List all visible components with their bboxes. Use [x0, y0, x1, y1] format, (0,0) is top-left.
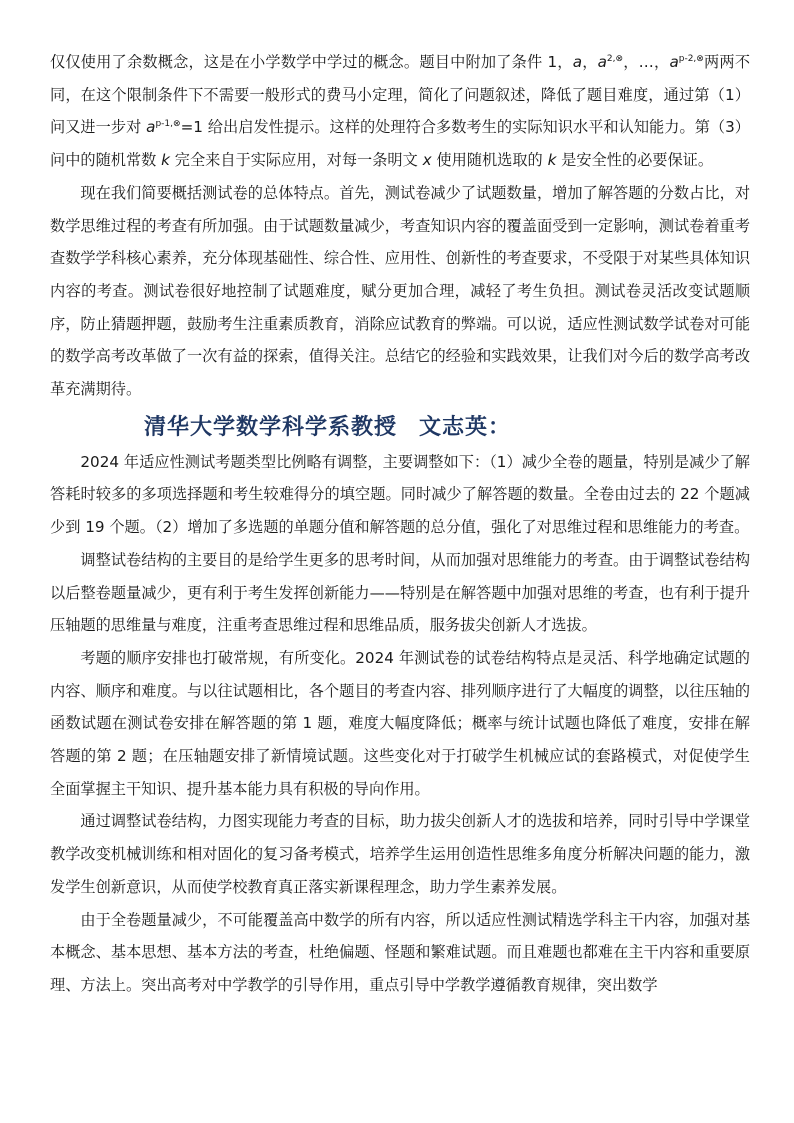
text-run: ， — [582, 53, 598, 71]
math-variable: x — [422, 151, 432, 170]
section-heading — [50, 410, 750, 446]
text-run: 两两不同，在这个限制条件下不需要一般形式的费马小定理，简化了问题叙述，降低了题目难度，通过第（1）问又进一步对 — [50, 53, 751, 137]
paragraph-question-order: 考题的顺序安排也打破常规，有所变化。2024 年测试卷的试卷结构特点是灵活、科学地确定试题的内容、顺序和难度。与以往试题相比，各个题目的考查内容、排列顺序进行了大幅度的调整，以往压轴的函数试题在测试卷安排在解答题的第 1 题，难度大幅度降低；概率与统计试题也降低了难度，安排在解答题的第 2 题；在压轴题安排了新情境试题。这些变化对于打破学生机械应试的套路模式，对促使学生全面掌握主干知识、提升基本能力具有积极的导向作用。 — [50, 648, 750, 798]
document-page — [50, 46, 750, 1002]
superscript-exponent: p-1,⊗ — [155, 119, 181, 130]
math-variable: a — [597, 53, 607, 71]
math-variable: k — [161, 151, 170, 170]
paragraph-summary: 现在我们简要概括测试卷的总体特点。首先，测试卷减少了试题数量，增加了解答题的分数占比，对数学思维过程的考查有所加强。由于试题数量减少，考查知识内容的覆盖面受到一定影响，测试卷着重考查数学学科核心素养，充分体现基础性、综合性、应用性、创新性的考查要求，不受限于对某些具体知识内容的考查。测试卷很好地控制了试题难度，赋分更加合理，减轻了考生负担。测试卷灵活改变试题顺序，防止猜题押题，鼓励考生注重素质教育，消除应试教育的弊端。可以说，适应性测试数学试卷对可能的数学高考改革做了一次有益的探索，值得关注。总结它的经验和实践效果，让我们对今后的数学高考改革充满期待。 — [50, 183, 750, 399]
superscript-exponent: p-2,⊗ — [678, 53, 704, 64]
math-variable: k — [547, 151, 557, 170]
superscript-exponent: 2,⊗ — [606, 53, 624, 64]
paragraph-core-content: 由于全卷题量减少，不可能覆盖高中数学的所有内容，所以适应性测试精选学科主干内容，加强对基本概念、基本思想、基本方法的考查，杜绝偏题、怪题和繁难试题。而且难题也都难在主干内容和重要原理、方法上。突出高考对中学教学的引导作用，重点引导中学教学遵循教育规律，突出数学 — [50, 910, 750, 994]
paragraph-structure-change: 2024 年适应性测试考题类型比例略有调整，主要调整如下：（1）减少全卷的题量，特别是减少了解答耗时较多的多项选择题和考生较难得分的填空题。同时减少了解答题的数量。全卷由过去的 22 个题减少到 19 个题。（2）增加了多选题的单题分值和解答题的总分值，强化了对思维过程和思维能力的考查。 — [50, 452, 750, 537]
paragraph-structure-purpose: 调整试卷结构的主要目的是给学生更多的思考时间，从而加强对思维能力的考查。由于调整试卷结构以后整卷题量减少，更有利于考生发挥创新能力——特别是在解答题中加强对思维的考查，也有利于提升压轴题的思维量与难度，注重考查思维过程和思维品质，服务拔尖创新人才选拔。 — [50, 550, 750, 635]
section-heading-title: 清华大学数学科学系教授 — [144, 414, 398, 440]
paragraph-crypto-analysis — [50, 46, 750, 177]
math-variable: a — [146, 118, 156, 137]
section-heading-name: 文志英： — [419, 414, 512, 440]
math-variable: a — [669, 53, 679, 71]
text-run: ，…， — [623, 53, 670, 71]
text-run: 仅仅使用了余数概念，这是在小学数学中学过的概念。题目中附加了条件 1， — [50, 53, 573, 71]
paragraph-ability-goal: 通过调整试卷结构，力图实现能力考查的目标，助力拔尖创新人才的选拔和培养，同时引导中学课堂教学改变机械训练和相对固化的复习备考模式，培养学生运用创造性思维多角度分析解决问题的能力，激发学生创新意识，从而使学校教育真正落实新课程理念，助力学生素养发展。 — [50, 812, 750, 896]
math-variable: a — [572, 53, 583, 71]
text-run: 是安全性的必要保证。 — [556, 151, 714, 170]
text-run: =1 给出启发性提示。这样的处理符合多数考生的实际知识水平和认知能力。第（3）问中的随机常数 — [50, 118, 750, 170]
text-run: 使用随机选取的 — [431, 151, 548, 170]
text-run: 完全来自于实际应用，对每一条明文 — [169, 151, 423, 170]
